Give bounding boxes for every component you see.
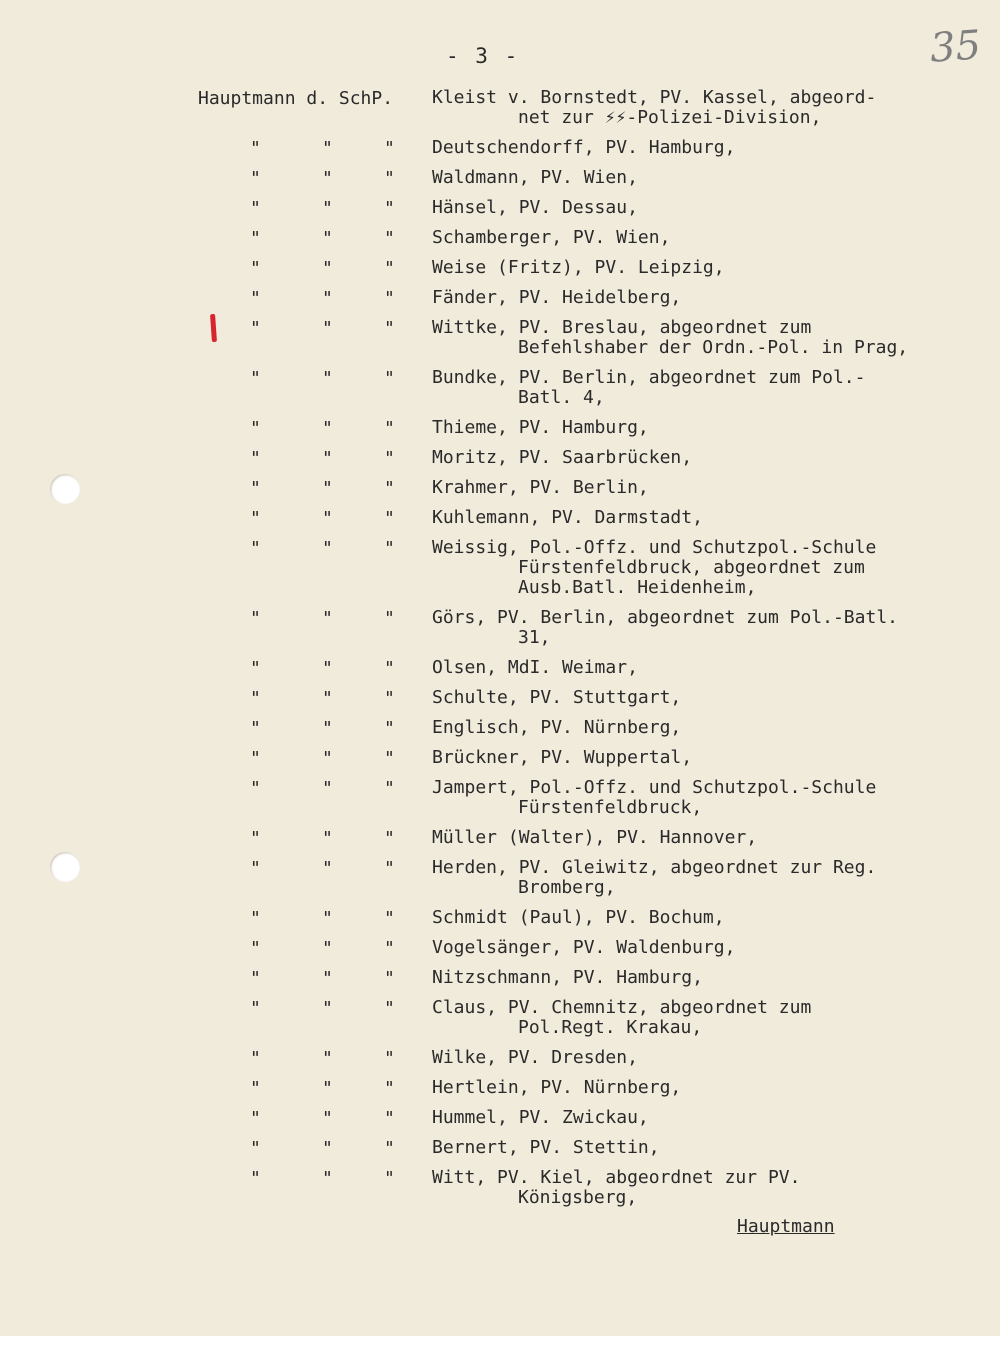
entry-line-2: Bromberg, bbox=[518, 877, 616, 898]
ditto-mark: " bbox=[322, 198, 333, 219]
ditto-mark: " bbox=[250, 778, 261, 799]
entry-line-1: Weissig, Pol.-Offz. und Schutzpol.-Schule bbox=[432, 537, 877, 558]
entry-line-1: Olsen, MdI. Weimar, bbox=[432, 657, 638, 678]
ditto-mark: " bbox=[384, 1168, 395, 1189]
entry-line-1: Schamberger, PV. Wien, bbox=[432, 227, 671, 248]
ditto-mark: " bbox=[250, 718, 261, 739]
ditto-mark: " bbox=[384, 448, 395, 469]
list-item bbox=[432, 718, 681, 738]
ditto-mark: " bbox=[322, 658, 333, 679]
entry-line-2: Pol.Regt. Krakau, bbox=[518, 1017, 703, 1038]
list-item bbox=[432, 538, 876, 598]
entry-line-1: Jampert, Pol.-Offz. und Schutzpol.-Schule bbox=[432, 777, 877, 798]
punch-hole bbox=[50, 852, 80, 882]
list-item bbox=[432, 368, 865, 408]
list-item bbox=[432, 1078, 681, 1098]
ditto-mark: " bbox=[322, 368, 333, 389]
ditto-mark: " bbox=[384, 1108, 395, 1129]
entry-line-1: Hummel, PV. Zwickau, bbox=[432, 1107, 649, 1128]
list-item bbox=[432, 448, 692, 468]
entry-line-1: Hänsel, PV. Dessau, bbox=[432, 197, 638, 218]
ditto-mark: " bbox=[322, 938, 333, 959]
list-item bbox=[432, 478, 649, 498]
ditto-mark: " bbox=[322, 1168, 333, 1189]
list-item bbox=[432, 258, 725, 278]
ditto-mark: " bbox=[322, 908, 333, 929]
catchword-footer: Hauptmann bbox=[737, 1216, 835, 1237]
entry-line-1: Hertlein, PV. Nürnberg, bbox=[432, 1077, 682, 1098]
entry-line-1: Schmidt (Paul), PV. Bochum, bbox=[432, 907, 725, 928]
entry-line-1: Wilke, PV. Dresden, bbox=[432, 1047, 638, 1068]
entry-line-1: Krahmer, PV. Berlin, bbox=[432, 477, 649, 498]
ditto-mark: " bbox=[250, 908, 261, 929]
red-pencil-mark bbox=[210, 314, 217, 342]
ditto-mark: " bbox=[250, 478, 261, 499]
entry-line-1: Schulte, PV. Stuttgart, bbox=[432, 687, 682, 708]
ditto-mark: " bbox=[384, 368, 395, 389]
entry-line-2: Fürstenfeldbruck, abgeordnet zum bbox=[518, 557, 865, 578]
ditto-mark: " bbox=[250, 538, 261, 559]
ditto-mark: " bbox=[322, 1138, 333, 1159]
list-item bbox=[432, 658, 638, 678]
ditto-mark: " bbox=[384, 908, 395, 929]
list-item bbox=[432, 198, 638, 218]
ditto-mark: " bbox=[322, 478, 333, 499]
entry-line-1: Bernert, PV. Stettin, bbox=[432, 1137, 660, 1158]
ditto-mark: " bbox=[384, 718, 395, 739]
entry-line-1: Englisch, PV. Nürnberg, bbox=[432, 717, 682, 738]
ditto-mark: " bbox=[384, 258, 395, 279]
ditto-mark: " bbox=[322, 608, 333, 629]
entry-line-1: Kleist v. Bornstedt, PV. Kassel, abgeord- bbox=[432, 87, 877, 108]
list-item bbox=[432, 608, 898, 648]
ditto-mark: " bbox=[322, 1108, 333, 1129]
entry-line-1: Witt, PV. Kiel, abgeordnet zur PV. bbox=[432, 1167, 801, 1188]
ditto-mark: " bbox=[384, 538, 395, 559]
list-item bbox=[432, 778, 876, 818]
ditto-mark: " bbox=[384, 228, 395, 249]
entry-line-1: Nitzschmann, PV. Hamburg, bbox=[432, 967, 703, 988]
entry-line-2: Königsberg, bbox=[518, 1187, 638, 1208]
entry-line-1: Weise (Fritz), PV. Leipzig, bbox=[432, 257, 725, 278]
ditto-mark: " bbox=[384, 938, 395, 959]
rank-label: Hauptmann d. SchP. bbox=[198, 88, 394, 109]
ditto-mark: " bbox=[250, 418, 261, 439]
ditto-mark: " bbox=[250, 258, 261, 279]
ditto-mark: " bbox=[250, 608, 261, 629]
ditto-mark: " bbox=[322, 1048, 333, 1069]
ditto-mark: " bbox=[384, 828, 395, 849]
entry-line-1: Vogelsänger, PV. Waldenburg, bbox=[432, 937, 736, 958]
ditto-mark: " bbox=[250, 1108, 261, 1129]
ditto-mark: " bbox=[250, 658, 261, 679]
ditto-mark: " bbox=[384, 198, 395, 219]
ditto-mark: " bbox=[250, 968, 261, 989]
list-item bbox=[432, 88, 876, 128]
ditto-mark: " bbox=[250, 748, 261, 769]
ditto-mark: " bbox=[250, 688, 261, 709]
ditto-mark: " bbox=[322, 448, 333, 469]
ditto-mark: " bbox=[250, 318, 261, 339]
entry-line-1: Görs, PV. Berlin, abgeordnet zum Pol.-Batl. bbox=[432, 607, 898, 628]
ditto-mark: " bbox=[384, 138, 395, 159]
list-item bbox=[432, 288, 681, 308]
ditto-mark: " bbox=[384, 658, 395, 679]
entry-line-2: 31, bbox=[518, 627, 551, 648]
ditto-mark: " bbox=[322, 508, 333, 529]
list-item bbox=[432, 908, 725, 928]
ditto-mark: " bbox=[384, 168, 395, 189]
list-item bbox=[432, 1138, 660, 1158]
ditto-mark: " bbox=[384, 1048, 395, 1069]
ditto-mark: " bbox=[322, 1078, 333, 1099]
ditto-mark: " bbox=[250, 828, 261, 849]
ditto-mark: " bbox=[322, 168, 333, 189]
ditto-mark: " bbox=[384, 748, 395, 769]
list-item bbox=[432, 748, 692, 768]
ditto-mark: " bbox=[322, 718, 333, 739]
ditto-mark: " bbox=[384, 318, 395, 339]
ditto-mark: " bbox=[322, 418, 333, 439]
ditto-mark: " bbox=[384, 478, 395, 499]
list-item bbox=[432, 318, 908, 358]
ditto-mark: " bbox=[322, 288, 333, 309]
ditto-mark: " bbox=[322, 748, 333, 769]
ditto-mark: " bbox=[250, 138, 261, 159]
entry-line-1: Fänder, PV. Heidelberg, bbox=[432, 287, 682, 308]
ditto-mark: " bbox=[322, 318, 333, 339]
ditto-mark: " bbox=[322, 138, 333, 159]
ditto-mark: " bbox=[250, 1048, 261, 1069]
ditto-mark: " bbox=[322, 858, 333, 879]
ditto-mark: " bbox=[384, 508, 395, 529]
list-item bbox=[432, 938, 735, 958]
ditto-mark: " bbox=[250, 368, 261, 389]
ditto-mark: " bbox=[250, 1138, 261, 1159]
ditto-mark: " bbox=[384, 688, 395, 709]
ditto-mark: " bbox=[384, 968, 395, 989]
ditto-mark: " bbox=[250, 198, 261, 219]
entry-line-1: Brückner, PV. Wuppertal, bbox=[432, 747, 693, 768]
ditto-mark: " bbox=[322, 538, 333, 559]
punch-hole bbox=[50, 474, 80, 504]
list-item bbox=[432, 828, 757, 848]
page-number: - 3 - bbox=[446, 44, 520, 68]
list-item bbox=[432, 228, 670, 248]
list-item bbox=[432, 138, 735, 158]
ditto-mark: " bbox=[250, 1078, 261, 1099]
list-item bbox=[432, 418, 649, 438]
ditto-mark: " bbox=[384, 998, 395, 1019]
list-item bbox=[432, 688, 681, 708]
entry-line-2: Befehlshaber der Ordn.-Pol. in Prag, bbox=[518, 337, 909, 358]
entry-line-1: Herden, PV. Gleiwitz, abgeordnet zur Reg. bbox=[432, 857, 877, 878]
list-item bbox=[432, 1108, 649, 1128]
ditto-mark: " bbox=[250, 858, 261, 879]
ditto-mark: " bbox=[322, 828, 333, 849]
entry-line-2: net zur ⚡⚡-Polizei-Division, bbox=[518, 107, 822, 128]
ditto-mark: " bbox=[322, 968, 333, 989]
folio-number: 35 bbox=[928, 22, 983, 72]
ditto-mark: " bbox=[322, 778, 333, 799]
list-item bbox=[432, 508, 703, 528]
ditto-mark: " bbox=[250, 1168, 261, 1189]
ditto-mark: " bbox=[384, 858, 395, 879]
entry-line-1: Kuhlemann, PV. Darmstadt, bbox=[432, 507, 703, 528]
list-item bbox=[432, 1168, 800, 1208]
entry-line-1: Müller (Walter), PV. Hannover, bbox=[432, 827, 758, 848]
ditto-mark: " bbox=[384, 608, 395, 629]
ditto-mark: " bbox=[250, 508, 261, 529]
ditto-mark: " bbox=[250, 168, 261, 189]
ditto-mark: " bbox=[384, 1078, 395, 1099]
entry-line-1: Waldmann, PV. Wien, bbox=[432, 167, 638, 188]
list-item bbox=[432, 998, 811, 1038]
entry-line-1: Claus, PV. Chemnitz, abgeordnet zum bbox=[432, 997, 812, 1018]
entry-line-2: Fürstenfeldbruck, bbox=[518, 797, 703, 818]
ditto-mark: " bbox=[250, 998, 261, 1019]
ditto-mark: " bbox=[322, 258, 333, 279]
ditto-mark: " bbox=[250, 228, 261, 249]
list-item bbox=[432, 1048, 638, 1068]
entry-line-1: Deutschendorff, PV. Hamburg, bbox=[432, 137, 736, 158]
entry-line-1: Thieme, PV. Hamburg, bbox=[432, 417, 649, 438]
entry-line-3: Ausb.Batl. Heidenheim, bbox=[518, 577, 757, 598]
ditto-mark: " bbox=[250, 448, 261, 469]
entry-line-1: Bundke, PV. Berlin, abgeordnet zum Pol.- bbox=[432, 367, 866, 388]
ditto-mark: " bbox=[384, 1138, 395, 1159]
ditto-mark: " bbox=[250, 938, 261, 959]
ditto-mark: " bbox=[384, 288, 395, 309]
entry-line-1: Wittke, PV. Breslau, abgeordnet zum bbox=[432, 317, 812, 338]
ditto-mark: " bbox=[384, 418, 395, 439]
ditto-mark: " bbox=[322, 688, 333, 709]
ditto-mark: " bbox=[384, 778, 395, 799]
ditto-mark: " bbox=[322, 228, 333, 249]
entry-line-1: Moritz, PV. Saarbrücken, bbox=[432, 447, 693, 468]
list-item bbox=[432, 168, 638, 188]
ditto-mark: " bbox=[250, 288, 261, 309]
entry-line-2: Batl. 4, bbox=[518, 387, 605, 408]
list-item bbox=[432, 968, 703, 988]
ditto-mark: " bbox=[322, 998, 333, 1019]
list-item bbox=[432, 858, 876, 898]
